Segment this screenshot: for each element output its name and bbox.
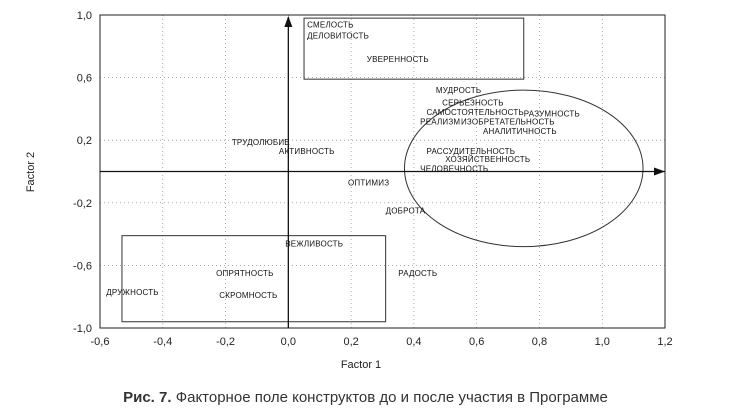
- x-tick-label: 0,4: [406, 336, 422, 348]
- x-tick-label: -0,6: [90, 336, 110, 348]
- y-tick-label: 1,0: [76, 10, 92, 22]
- x-tick-label: -0,4: [153, 336, 173, 348]
- construct-label: МУДРОСТЬ: [435, 86, 482, 96]
- construct-label: РАЗУМНОСТЬ: [523, 109, 580, 119]
- y-tick-label: 0,2: [76, 135, 92, 148]
- y-tick-label: -1,0: [73, 323, 92, 335]
- x-tick-label: 1,2: [657, 336, 673, 348]
- construct-label: РЕАЛИЗМ: [420, 117, 461, 127]
- construct-label: РАДОСТЬ: [398, 269, 438, 279]
- construct-label: ДРУЖНОСТЬ: [106, 288, 159, 298]
- caption-text: Факторное поле конструктов до и после участия в Программе: [171, 389, 608, 406]
- construct-label: ОПРЯТНОСТЬ: [216, 269, 274, 279]
- y-tick-label: -0,6: [73, 260, 92, 273]
- horizontal-axis-arrowhead: [654, 168, 665, 176]
- construct-label: ОПТИМИЗ: [347, 178, 390, 188]
- construct-label: СЕРЬЕЗНОСТЬ: [442, 98, 504, 108]
- vertical-axis-arrowhead: [284, 16, 292, 27]
- x-tick-label: 0,8: [531, 336, 548, 348]
- x-tick-label: 0,0: [280, 336, 296, 348]
- construct-label: ТРУДОЛЮБИЕ: [231, 137, 290, 147]
- construct-label: РАССУДИТЕЛЬНОСТЬ: [426, 147, 516, 157]
- figure-caption: [0, 389, 731, 406]
- construct-label: ЧЕЛОВЕЧНОСТЬ: [420, 164, 489, 174]
- y-axis-title: Factor 2: [25, 151, 37, 193]
- construct-label: САМОСТОЯТЕЛЬНОСТЬ: [426, 108, 524, 118]
- x-tick-label: 1,0: [594, 336, 610, 348]
- x-tick-label: 0,2: [343, 336, 359, 348]
- construct-label: ИЗОБРЕТАТЕЛЬНОСТЬ: [460, 117, 555, 127]
- construct-label: СКРОМНОСТЬ: [219, 291, 278, 301]
- construct-label: ДЕЛОВИТОСТЬ: [307, 31, 370, 41]
- x-axis-title: Factor 1: [340, 359, 382, 371]
- construct-label: ВЕЖЛИВОСТЬ: [285, 239, 344, 249]
- y-tick-label: 0,6: [76, 72, 92, 85]
- construct-label: АНАЛИТИЧНОСТЬ: [482, 126, 557, 136]
- construct-label: ДОБРОТА: [385, 206, 426, 216]
- construct-label: АКТИВНОСТЬ: [278, 147, 335, 157]
- x-tick-label: 0,6: [469, 336, 485, 348]
- construct-label: ХОЗЯЙСТВЕННОСТЬ: [445, 154, 531, 164]
- x-tick-label: -0,2: [216, 336, 236, 348]
- construct-label: СМЕЛОСТЬ: [307, 20, 354, 30]
- construct-labels: [106, 20, 580, 300]
- caption-prefix: Рис. 7.: [123, 389, 172, 406]
- construct-label: УВЕРЕННОСТЬ: [366, 54, 429, 64]
- lower-cluster-box: [122, 236, 386, 322]
- y-tick-label: -0,2: [73, 197, 92, 210]
